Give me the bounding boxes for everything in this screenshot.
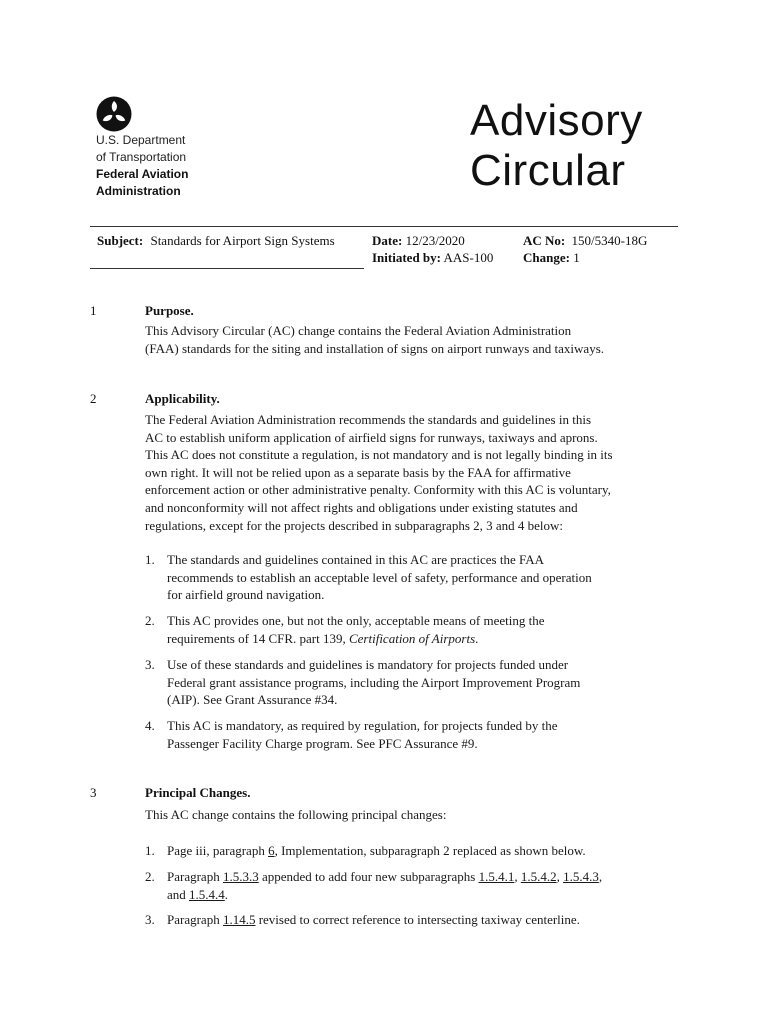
list-text [167,656,685,709]
text-line: (FAA) standards for the siting and installation of signs on airport runways and taxiways. [145,340,605,356]
text-line: This Advisory Circular (AC) change contains the Federal Aviation Administration [145,323,572,338]
list-number: 2. [145,869,155,884]
list-number: 4. [145,718,155,733]
change-label: Change: [523,250,570,265]
section-3-number: 3 [90,785,97,800]
list-text [167,717,685,752]
document-title [470,96,643,196]
paragraph-link-6[interactable]: 6 [268,843,275,858]
list-item [145,842,685,860]
section-2-heading: Applicability. [145,391,220,406]
change-field [523,249,580,267]
department-block [96,132,188,200]
list-number: 3. [145,912,155,927]
list-number: 1. [145,552,155,567]
list-text [167,612,685,647]
text-line: AC to establish uniform application of airfield signs for runways, taxiways and aprons. [145,429,598,445]
list-number: 3. [145,657,155,672]
section-1-number: 1 [90,303,97,318]
ac-number-value: 150/5340-18G [571,233,648,248]
section-2-text [145,411,685,534]
ac-number-label: AC No: [523,233,566,248]
paragraph-link-1543[interactable]: 1.5.4.3 [563,869,599,884]
section-3-intro: This AC change contains the following principal changes: [145,807,447,822]
text-line: recommends to establish an acceptable level of safety, performance and operation [167,569,592,585]
text-line: This AC does not constitute a regulation, is not mandatory and is not legally binding in its [145,447,613,463]
section-1-text [145,322,685,357]
list-text: Paragraph 1.14.5 revised to correct reference to intersecting taxiway centerline. [167,912,580,927]
text-line: Use of these standards and guidelines is mandatory for projects funded under [167,657,569,672]
agency-line2: Administration [96,184,181,198]
paragraph-link-1541[interactable]: 1.5.4.1 [478,869,515,884]
text-line: requirements of 14 CFR. part 139, Certification of Airports. [167,630,479,646]
dot-logo [96,96,132,132]
text-line: enforcement action or other administrative penalty. Conformity with this AC is voluntary, [145,482,611,498]
list-item [145,551,685,604]
list-text [167,551,685,604]
list-text: Page iii, paragraph 6, Implementation, subparagraph 2 replaced as shown below. [167,843,586,858]
date-label: Date: [372,233,403,248]
list-item [145,656,685,709]
section-3-heading: Principal Changes. [145,785,251,800]
initiated-label: Initiated by: [372,250,441,265]
paragraph-link-1145[interactable]: 1.14.5 [222,912,256,927]
subject-field [97,232,335,250]
subject-underline [90,268,364,269]
list-number: 2. [145,613,155,628]
text-line: The standards and guidelines contained in this AC are practices the FAA [167,552,545,567]
department-line1: U.S. Department [96,133,186,147]
date-value: 12/23/2020 [405,233,465,248]
paragraph-link-1533[interactable]: 1.5.3.3 [222,869,259,884]
department-line2: of Transportation [96,150,187,164]
list-text: Paragraph 1.5.3.3 appended to add four new subparagraphs 1.5.4.1, 1.5.4.2, 1.5.4.3, and 1.5.4.4. [167,869,603,902]
text-line: Federal grant assistance programs, including the Airport Improvement Program [167,674,581,690]
text-line: (AIP). See Grant Assurance #34. [167,692,338,708]
subject-label: Subject: [97,233,144,248]
text-line: for airfield ground navigation. [167,587,325,603]
list-number: 1. [145,843,155,858]
ac-number-field [523,232,647,250]
list-item [145,612,685,647]
title-line1: Advisory [470,96,643,145]
text-line: and nonconformity will not affect rights and obligations under existing statutes and [145,499,578,515]
title-line2: Circular [470,146,626,195]
top-divider [90,226,678,227]
section-1-heading: Purpose. [145,303,194,318]
change-value: 1 [573,250,580,265]
section-2-number: 2 [90,391,97,406]
agency-line1: Federal Aviation [96,167,189,181]
subject-value: Standards for Airport Sign Systems [150,233,335,248]
text-line: The Federal Aviation Administration recommends the standards and guidelines in this [145,412,592,427]
date-field [372,232,465,250]
text-line: This AC provides one, but not the only, acceptable means of meeting the [167,613,545,628]
list-item [145,911,685,929]
initiated-field [372,249,493,267]
cited-title: Certification of Airports [348,630,476,646]
text-line: own right. It will not be relied upon as a separate basis by the FAA for affirmative [145,464,571,480]
paragraph-link-1544[interactable]: 1.5.4.4 [189,886,225,902]
paragraph-link-1542[interactable]: 1.5.4.2 [520,869,557,884]
text-line: This AC is mandatory, as required by regulation, for projects funded by the [167,718,558,733]
list-item [145,868,685,903]
initiated-value: AAS-100 [443,250,494,265]
list-item [145,717,685,752]
text-line: Passenger Facility Charge program. See PFC Assurance #9. [167,735,478,751]
text-line: regulations, except for the projects described in subparagraphs 2, 3 and 4 below: [145,517,564,533]
